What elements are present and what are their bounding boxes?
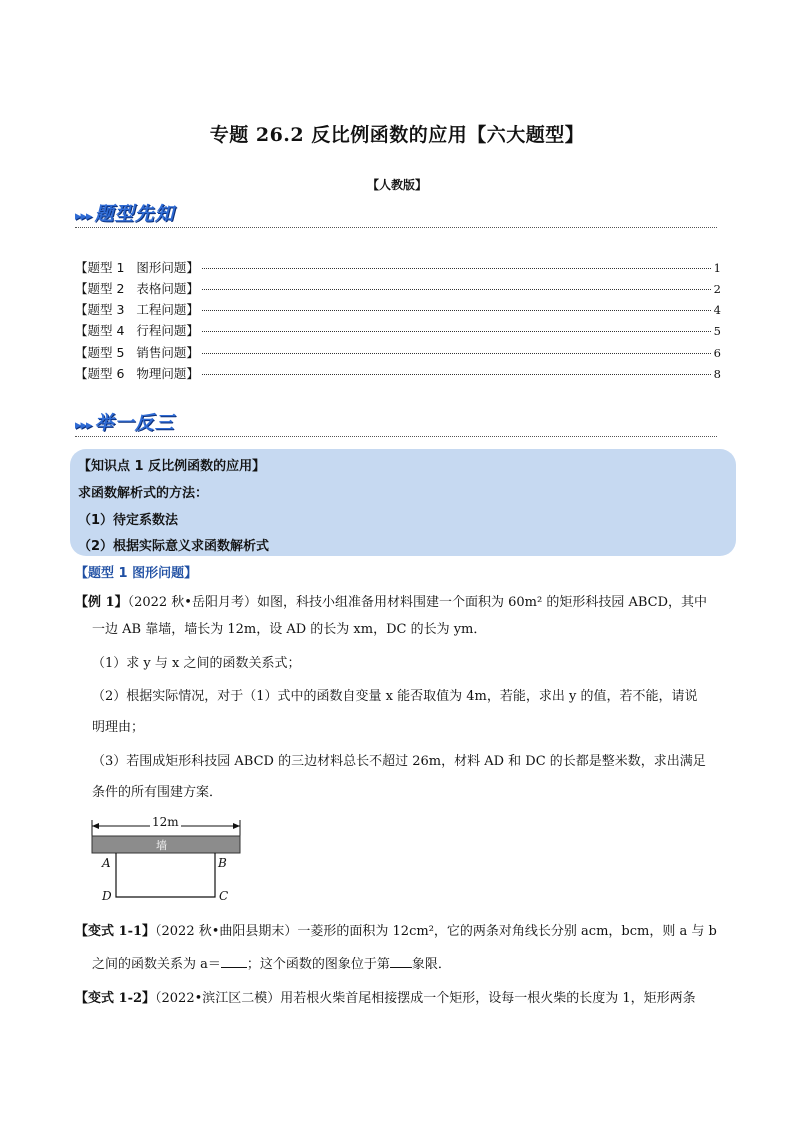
example-1-subquestion: 明理由； <box>92 720 145 735</box>
vertex-label-d: D <box>102 889 112 903</box>
toc-page-number: 6 <box>713 346 721 360</box>
variant-1-2-line <box>75 985 725 1012</box>
toc-leader <box>202 289 711 290</box>
toc-leader <box>202 353 711 354</box>
example-1-subquestion: 条件的所有围建方案． <box>92 785 223 800</box>
answer-blank[interactable] <box>390 955 412 968</box>
toc-page-number: 8 <box>713 367 721 381</box>
example-1-subquestion: （2）根据实际情况，对于（1）式中的函数自变量 x 能否取值为 4m，若能，求出 y 的值，若不能，请说 <box>92 689 698 704</box>
variant-text: 一菱形的面积为 12cm²，它的两条对角线长分别 acm，bcm，则 a 与 b <box>297 924 717 939</box>
variant-text: 用若根火柴首尾相接摆成一个矩形，设每一根火柴的长度为 1，矩形两条 <box>280 991 696 1006</box>
variant-1-1-line <box>75 918 725 945</box>
banner-text: 举一反三 <box>94 412 175 434</box>
toc-item[interactable] <box>75 300 721 321</box>
example-1-line <box>75 589 725 616</box>
toc-label: 【题型 6 物理问题】 <box>75 366 199 381</box>
section-banner-overview <box>75 199 175 226</box>
variant-source: （2022 秋•曲阳县期末） <box>155 924 298 939</box>
example-text: 如图，科技小组准备用材料围建一个面积为 60m² 的矩形科技园 ABCD，其中 <box>256 595 707 610</box>
variant-tag: 【变式 1-1】 <box>75 924 156 939</box>
toc-item[interactable] <box>75 258 721 279</box>
variant-text: 象限． <box>411 957 451 972</box>
toc-item[interactable] <box>75 343 721 364</box>
example-source: （2022 秋•岳阳月考） <box>127 595 257 610</box>
variant-1-1-line <box>92 951 722 978</box>
toc-leader <box>202 310 711 311</box>
page-title: 专题 26.2 反比例函数的应用【六大题型】 <box>209 124 585 146</box>
section-banner-examples <box>75 408 175 435</box>
toc-leader <box>202 268 711 269</box>
toc-label: 【题型 1 图形问题】 <box>75 260 199 275</box>
toc-page-number: 5 <box>713 324 721 338</box>
toc-leader <box>202 331 711 332</box>
divider <box>75 436 717 437</box>
vertex-label-c: C <box>219 889 229 903</box>
vertex-label-b: B <box>218 856 227 870</box>
toc-label: 【题型 2 表格问题】 <box>75 281 199 296</box>
triple-arrow-icon: ▸▸▸ <box>75 418 92 433</box>
knowledge-line: （1）待定系数法 <box>78 513 179 528</box>
toc-page-number: 4 <box>713 303 721 317</box>
example-1-subquestion: （1）求 y 与 x 之间的函数关系式； <box>92 656 301 671</box>
toc-page-number: 1 <box>713 261 721 275</box>
variant-text: ；这个函数的图象位于第 <box>246 957 390 972</box>
divider <box>75 227 717 228</box>
toc-item[interactable] <box>75 364 721 385</box>
toc-label: 【题型 4 行程问题】 <box>75 323 199 338</box>
variant-source: （2022•滨江区二模） <box>155 991 281 1006</box>
variant-text: 之间的函数关系为 a＝ <box>92 957 221 972</box>
example-1-line: 一边 AB 靠墙，墙长为 12m，设 AD 的长为 xm，DC 的长为 ym． <box>92 622 487 637</box>
question-type-heading: 【题型 1 图形问题】 <box>75 566 198 581</box>
knowledge-line: （2）根据实际意义求函数解析式 <box>78 539 270 554</box>
banner-text: 题型先知 <box>94 203 175 225</box>
garden-rectangle <box>116 853 215 897</box>
example-1-subquestion: （3）若围成矩形科技园 ABCD 的三边材料总长不超过 26m，材料 AD 和 DC 的长都是整米数，求出满足 <box>92 754 706 769</box>
toc-leader <box>202 374 711 375</box>
toc-page-number: 2 <box>713 282 721 296</box>
toc-label: 【题型 3 工程问题】 <box>75 302 199 317</box>
knowledge-line: 求函数解析式的方法： <box>78 486 209 501</box>
wall-label: 墙 <box>156 839 167 852</box>
example-tag: 【例 1】 <box>75 595 128 610</box>
answer-blank[interactable] <box>221 955 247 968</box>
vertex-label-a: A <box>102 856 111 870</box>
rectangle-figure <box>88 815 248 908</box>
edition-label: 【人教版】 <box>366 178 427 192</box>
toc-item[interactable] <box>75 279 721 300</box>
triple-arrow-icon: ▸▸▸ <box>75 209 92 224</box>
toc-item[interactable] <box>75 321 721 342</box>
toc-label: 【题型 5 销售问题】 <box>75 345 199 360</box>
length-label: 12m <box>152 815 179 829</box>
variant-tag: 【变式 1-2】 <box>75 991 156 1006</box>
knowledge-title: 【知识点 1 反比例函数的应用】 <box>78 459 266 474</box>
